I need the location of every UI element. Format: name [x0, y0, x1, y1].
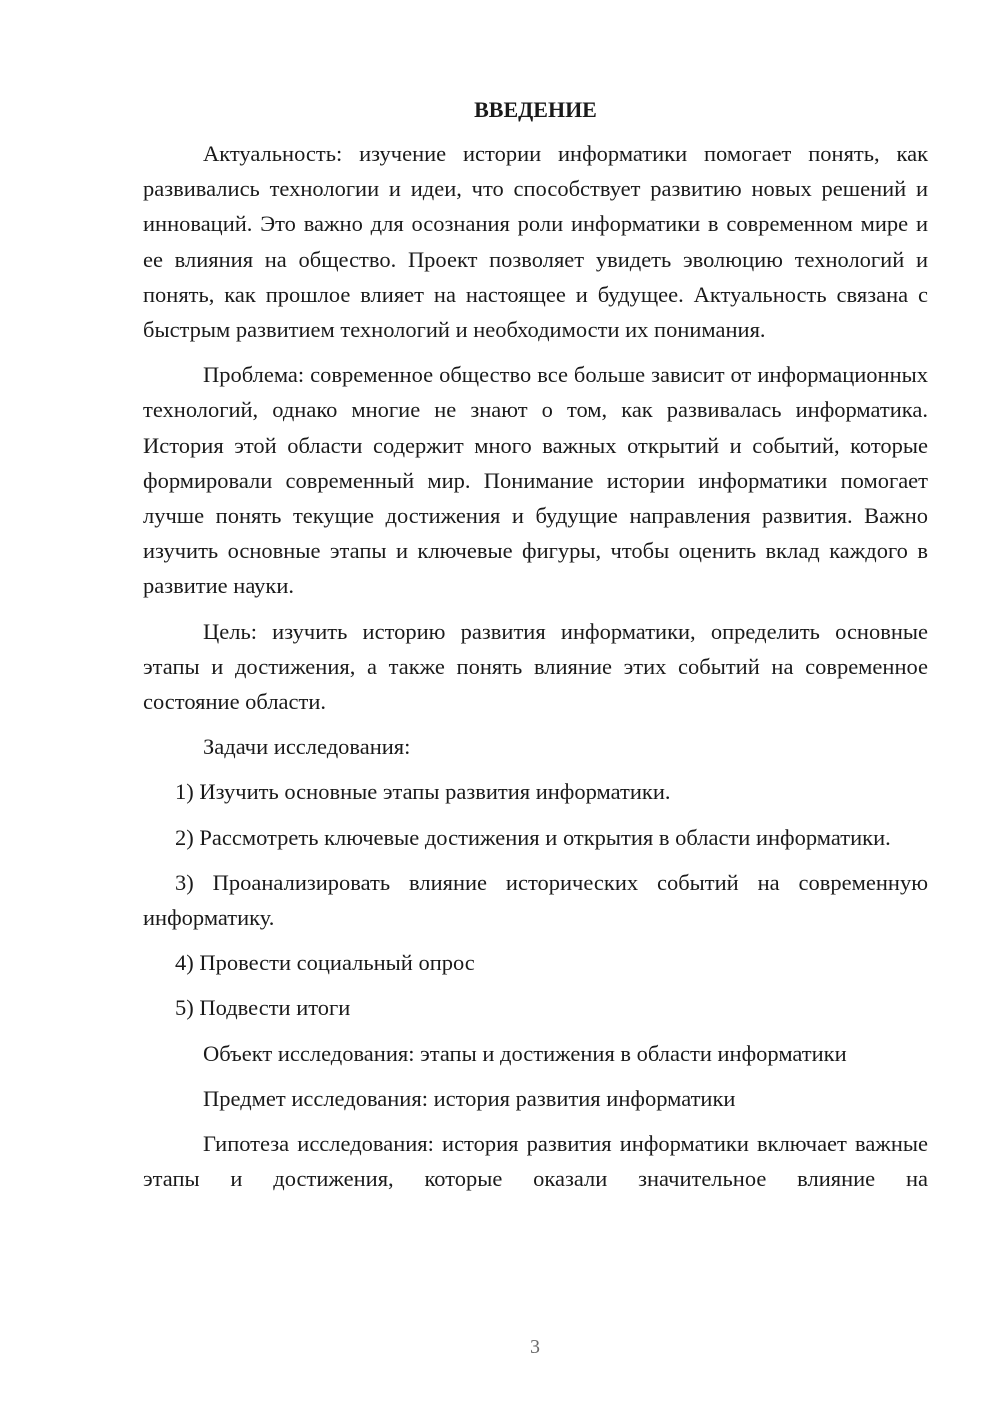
task-item: 4) Провести социальный опрос: [175, 950, 475, 976]
task-item: 5) Подвести итоги: [175, 995, 351, 1021]
research-subject: Предмет исследования: история развития информатики: [203, 1085, 736, 1111]
tasks-title: Задачи исследования:: [203, 734, 411, 760]
task-item: 1) Изучить основные этапы развития информатики.: [175, 779, 671, 805]
task-item: 3) Проанализировать влияние исторических событий на современную информатику.: [143, 869, 928, 931]
page-number: 3: [530, 1336, 540, 1358]
hypothesis-paragraph: Гипотеза исследования: история развития информатики включает важные этапы и достижения, которые оказали значительное влияние на: [143, 1131, 928, 1192]
research-object: Объект исследования: этапы и достижения в области информатики: [203, 1040, 847, 1066]
problem-paragraph: Проблема: современное общество все больше зависит от информационных технологий, однако многие не знают о том, как развивалась информатика. История этой области содержит много важных открытий и событий, которые формировали современный мир. Понимание истории информатики помогает лучше понять текущие достижения и будущие направления развития. Важно изучить основные этапы и ключевые фигуры, чтобы оценить вклад каждого в развитие науки.: [143, 362, 928, 599]
relevance-paragraph: Актуальность: изучение истории информатики помогает понять, как развивались технологии и идеи, что способствует развитию новых решений и инноваций. Это важно для осознания роли информатики в современном мире и ее влияния на общество. Проект позволяет увидеть эволюцию технологий и понять, как прошлое влияет на настоящее и будущее. Актуальность связана с быстрым развитием технологий и необходимости их понимания.: [143, 141, 928, 343]
section-heading: ВВЕДЕНИЕ: [474, 97, 597, 122]
task-item: 2) Рассмотреть ключевые достижения и открытия в области информатики.: [175, 824, 891, 850]
goal-paragraph: Цель: изучить историю развития информатики, определить основные этапы и достижения, а также понять влияние этих событий на современное состояние области.: [143, 618, 928, 715]
page-content: [143, 94, 928, 1206]
